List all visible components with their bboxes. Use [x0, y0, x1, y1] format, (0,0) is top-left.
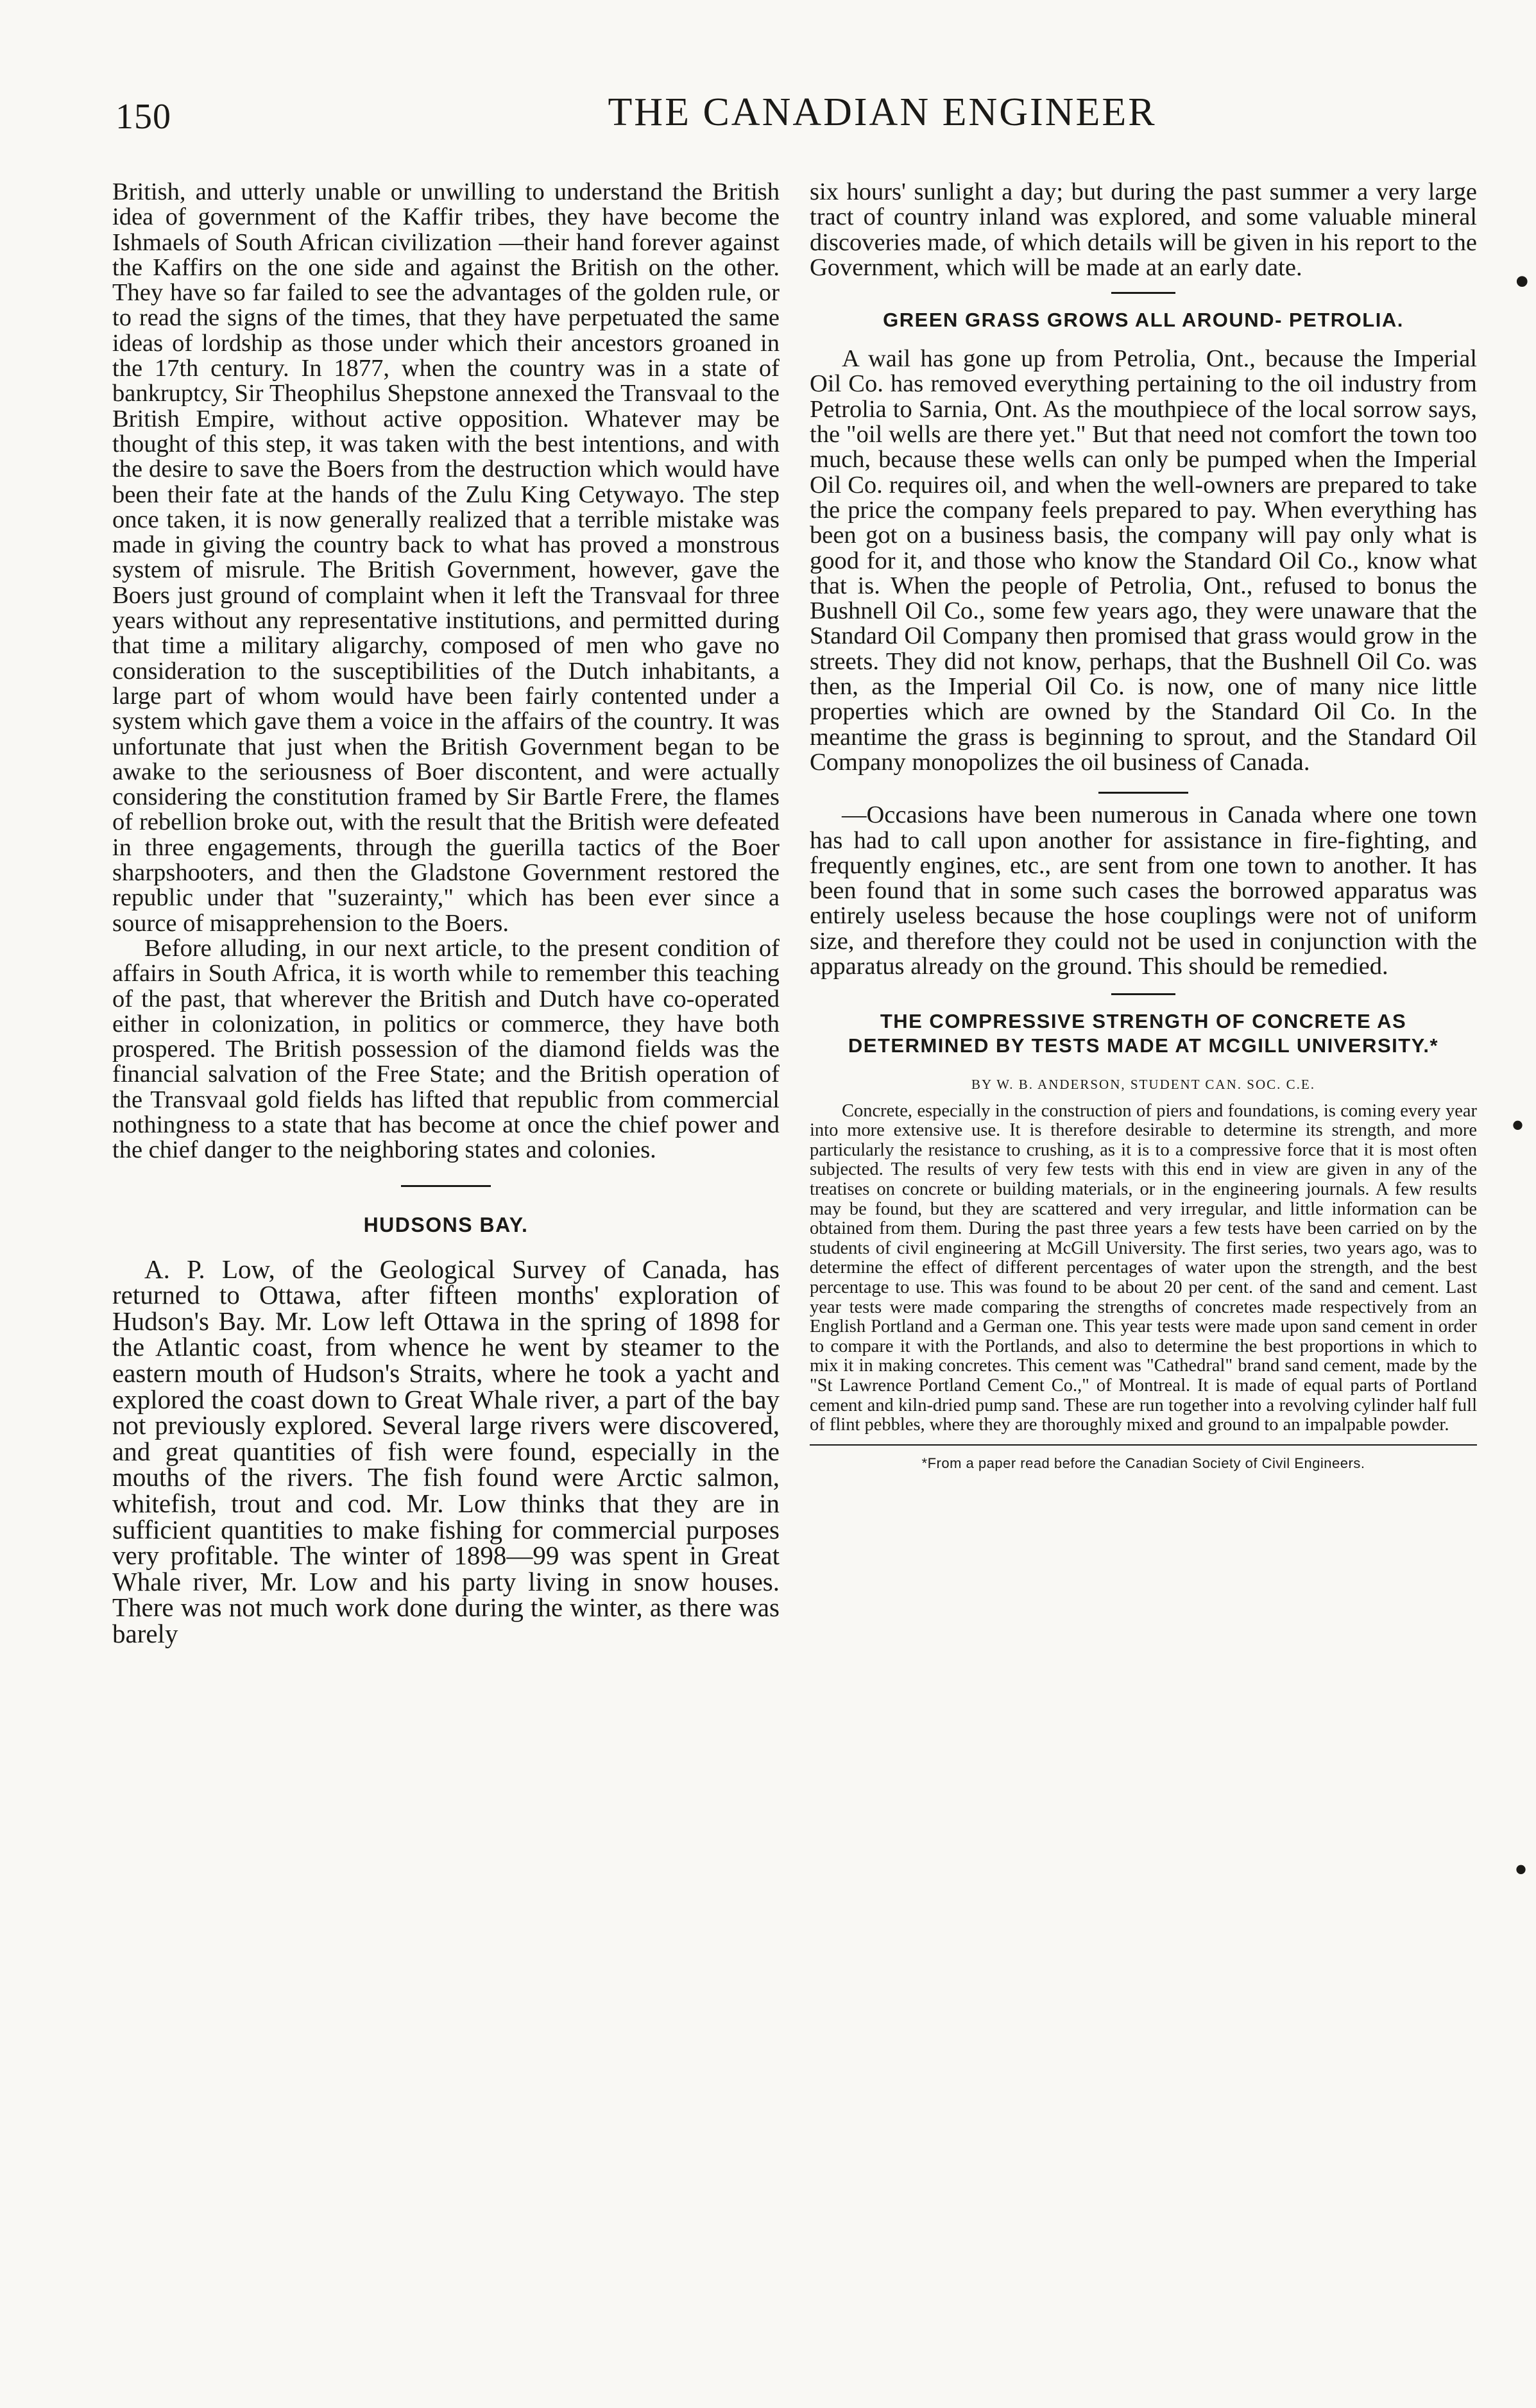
margin-mark: • [1514, 257, 1530, 307]
margin-mark: • [1511, 1104, 1525, 1147]
section-rule [1111, 993, 1175, 995]
right-column [810, 180, 1477, 1476]
paragraph-fire-fighting: —Occasions have been numerous in Canada where one town has had to call upon another for assistance in fire-fighting, and frequently engines, etc., are sent from one town to another. It has been found that in some such cases the borrowed apparatus was entirely useless because the hose couplings were not of uniform size, and therefore they could not be used in conjunction with the apparatus already on the ground. This should be remedied. [810, 801, 1477, 980]
running-head: THE CANADIAN ENGINEER [608, 90, 1157, 134]
paragraph-petrolia: A wail has gone up from Petrolia, Ont., because the Imperial Oil Co. has removed everything pertaining to the oil industry from Petrolia to Sarnia, Ont. As the mouthpiece of the local sorrow says, the "oil wells are there yet." But that need not comfort the town too much, because these wells can only be pumped when the Imperial Oil Co. requires oil, and when the well-owners are prepared to take the price the company feels prepared to pay. When everything has been got on a business basis, the company will pay only what is good for it, and those who know the Standard Oil Co., know what that is. When the people of Petrolia, Ont., refused to bonus the Bushnell Oil Co., some few years ago, they were unaware that the Standard Oil Company then promised that grass would grow in the streets. They did not know, perhaps, that the Bushnell Oil Co. was then, as the Imperial Oil Co. is now, one of many nice little properties which are owned by the Standard Oil Co. In the meantime the grass is beginning to sprout, and the Standard Oil Company monopolizes the oil business of Canada. [810, 345, 1477, 776]
section-rule [1111, 292, 1175, 294]
left-column [112, 180, 780, 1646]
footnote: *From a paper read before the Canadian Society of Civil Engineers. [810, 1444, 1477, 1476]
paragraph-concrete: Concrete, especially in the construction of piers and foundations, is coming every year into more extensive use. It is therefore desirable to determine its strength, and more particularly the resistance to crushing, as it is to a compressive force that it is most often subjected. The results of very few tests with this end in view are given in any of the treatises on concrete or building materials, or in the engineering journals. A few results may be found, but they are scattered and very irregular, and little information can be obtained from them. During the past three years a few tests have been carried on by the students of civil engineering at McGill University. The first series, two years ago, was to determine the effect of different percentages of water upon the strength, and the best percentage to use. This was found to be about 20 per cent. of the sand and cement. Last year tests were made comparing the strengths of concretes made respectively from an English Portland and a German one. This year tests were made upon sand cement in order to compare it with the Portlands, and also to determine the best proportions in which to mix it in making concretes. This cement was "Cathedral" brand sand cement, made by the "St Lawrence Portland Cement Co.," of Montreal. It is made of equal parts of Portland cement and kiln-dried pump sand. These are run together into a revolving cylinder half full of flint pebbles, where they are thoroughly mixed and ground to an impalpable powder. [810, 1100, 1477, 1435]
section-rule [1098, 792, 1188, 794]
page-number: 150 [115, 97, 171, 137]
section-rule [401, 1185, 491, 1187]
margin-mark: • [1514, 1849, 1528, 1891]
paragraph-hudsons-bay: A. P. Low, of the Geological Survey of Canada, has returned to Ottawa, after fifteen months' exploration of Hudson's Bay. Mr. Low left Ottawa in the spring of 1898 for the Atlantic coast, from whence he went by steamer to the eastern mouth of Hudson's Straits, where he took a yacht and explored the coast down to Great Whale river, a part of the bay not previously explored. Several large rivers were discovered, and great quantities of fish were found, especially in the mouths of the rivers. The fish found were Arctic salmon, whitefish, trout and cod. Mr. Low thinks that they are in sufficient quantities to make fishing for commercial purposes very profitable. The winter of 1898—99 was spent in Great Whale river, Mr. Low and his party living in snow houses. There was not much work done during the winter, as there was barely [112, 1254, 780, 1648]
heading-petrolia: GREEN GRASS GROWS ALL AROUND- PETROLIA. [883, 309, 1404, 332]
paragraph-hudsons-continued: six hours' sunlight a day; but during the past summer a very large tract of country inland was explored, and some valuable mineral discoveries made, of which details will be given in his report to the Government, which will be made at an early date. [810, 178, 1477, 281]
heading-hudsons-bay: HUDSONS BAY. [363, 1213, 529, 1236]
paragraph-boer-cooperation: Before alluding, in our next article, to the present condition of affairs in South Africa, it is worth while to remember this teaching of the past, that wherever the British and Dutch have co-operated either in colonization, in politics or commerce, they have both prospered. The British possession of the diamond fields was the financial salvation of the Free State; and the British operation of the Transvaal gold fields has lifted that republic from commercial nothingness to a state that has become at once the chief power and the chief danger to the neighboring states and colonies. [112, 934, 780, 1164]
paragraph-boer-history: British, and utterly unable or unwilling to understand the British idea of government of the Kaffir tribes, they have become the Ishmaels of South African civilization —their hand forever against the Kaffirs on the one side and against the British on the other. They have so far failed to see the advantages of the golden rule, or to read the signs of the times, that they have perpetuated the same ideas of lordship as those under which their ancestors groaned in the 17th century. In 1877, when the country was in a state of bankruptcy, Sir Theophilus Shepstone annexed the Transvaal to the British Empire, without active opposition. Whatever may be thought of this step, it was taken with the best intentions, and with the desire to save the Boers from the destruction which would have been their fate at the hands of the Zulu King Cetywayo. The step once taken, it is now generally realized that a terrible mistake was made in giving the country back to what has proved a monstrous system of misrule. The British Government, however, gave the Boers just ground of complaint when it left the Transvaal for three years without any representative institutions, and permitted during that time a military aligarchy, composed of men who gave no consideration to the susceptibilities of the Dutch inhabitants, a large part of whom would have been fairly contented under a system which gave them a voice in the affairs of the country. It was unfortunate that just when the British Government began to be awake to the seriousness of Boer discontent, and were actually considering the constitution framed by Sir Bartle Frere, the flames of rebellion broke out, with the result that the British were defeated in three engagements, through the guerilla tactics of the Boer sharpshooters, and then the Gladstone Government restored the republic under that "suzerainty," which has been ever since a source of misapprehension to the Boers. [112, 178, 780, 937]
heading-concrete: THE COMPRESSIVE STRENGTH OF CONCRETE AS DETERMINED BY TESTS MADE AT MCGILL UNIVERSITY.* [848, 1010, 1439, 1057]
byline: BY W. B. ANDERSON, STUDENT CAN. SOC. C.E. [971, 1077, 1315, 1093]
